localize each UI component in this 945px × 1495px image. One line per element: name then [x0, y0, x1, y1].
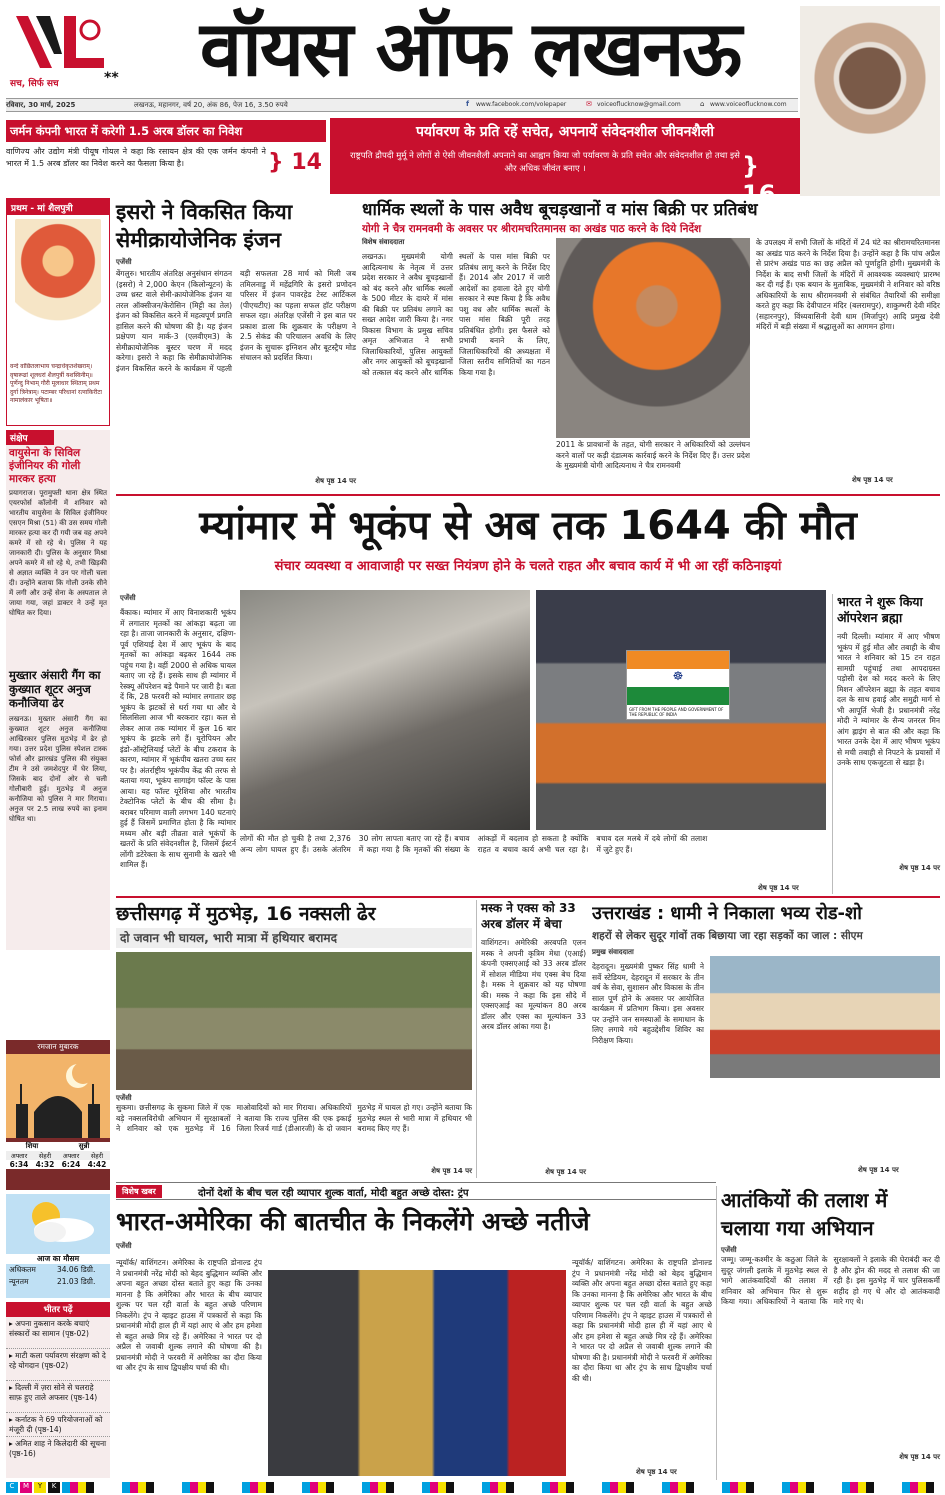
usindia-title: भारत-अमेरिका की बातचीत के निकलेंगे अच्छे नतीजे: [116, 1207, 590, 1236]
terror-article: [716, 1186, 940, 1480]
chhattisgarh-article: [116, 900, 472, 1178]
religious-title: धार्मिक स्थलों के पास अवैध बूचड़खानों व मांस बिक्री पर प्रतिबंध: [362, 200, 758, 220]
sehri-label-2: सेहरी: [90, 1152, 104, 1160]
weather-box: [6, 1194, 110, 1298]
iftar-label-1: अफ्तार: [10, 1152, 28, 1160]
chhattisgarh-title: छत्तीसगढ़ में मुठभेड़, 16 नक्सली ढेर: [116, 903, 376, 925]
brief-label: संक्षेप: [6, 430, 54, 445]
myanmar-title: म्यांमार में भूकंप से अब तक 1644 की मौत: [199, 503, 857, 549]
myanmar-caption: लोगों की मौत हो चुकी है तथा 2,376 अन्य लोग घायल हुए हैं। उसके अंतरिम 30 लोग लापता बताए जा रहे हैं। बचाव में कहा गया है कि मृतकों की संख्या के आंकड़ों में बदलाव हो सकता है क्योंकि राहत व बचाव कार्य अभी चल रहा है। बचाव दल मलबे में दबे लोगों की तलाश में जुटे हुए हैं।: [240, 834, 708, 854]
musk-text: वाशिंगटन। अमेरिकी अरबपति एलन मस्क ने अपनी कृत्रिम मेधा (एआई) कंपनी एक्सएआई को 33 अरब डॉलर में सोशल मीडिया मंच एक्स बेच दिया है। मस्क ने शुक्रवार को यह घोषणा की। मस्क ने कहा कि इस सौदे में एक्सएआई का मूल्यांकन 80 अरब डॉलर और एक्स का मूल्यांकन 33 अरब डॉलर आंका गया है।: [481, 938, 586, 1031]
email-icon: ✉: [586, 100, 592, 108]
weather-max-label: अधिकतम: [9, 1265, 36, 1274]
sun-cloud-icon: [6, 1194, 110, 1250]
cmyk-black: K: [48, 1482, 60, 1493]
weather-min-row: [6, 1276, 110, 1288]
brahma-title: भारत ने शुरू किया ऑपरेशन ब्रह्मा: [837, 594, 923, 625]
uttarakhand-title: उत्तराखंड : धामी ने निकाला भव्य रोड-शो: [592, 903, 862, 924]
usindia-text-2: न्यूयॉर्क/ वाशिंगटन। अमेरिका के राष्ट्रपति डोनाल्ड ट्रंप ने प्रधानमंत्री नरेंद्र मोदी को बेहद बुद्धिमान व्यक्ति और अपना बहुत अच्छा दोस्त बताते हुए कहा कि उनका मानना है कि अमेरिका और भारत के बीच व्यापार शुल्क पर चल रही वार्ता के बहुत अच्छे परिणाम निकलेंगे। ट्रंप ने व्हाइट हाउस में पत्रकारों से कहा कि प्रधानमंत्री मोदी हाल ही में यहां आए थे और हम हमेशा से बहुत अच्छे मित्र रहे हैं। अमेरिका ने भारत पर दो अप्रैल से जवाबी शुल्क लगाने की घोषणा की है। प्रधानमंत्री मोदी ने फरवरी में अमेरिका का दौरा किया था और ट्रंप के साथ द्विपक्षीय चर्चा की थी।: [572, 1258, 712, 1383]
tagline: सच, सिर्फ सच: [10, 79, 59, 89]
navratri-box: [6, 198, 110, 426]
inside-item-text: कर्नाटक ने 69 परियोजनाओं को मंजूरी दी (पृष्ठ-14): [9, 1415, 103, 1434]
relief-photo: [536, 590, 826, 830]
usindia-more[interactable]: शेष पृष्ठ 14 पर: [636, 1468, 677, 1476]
uttarakhand-text: देहरादून। मुख्यमंत्री पुष्कर सिंह धामी ने सर्वे स्टेडियम, देहरादून में सरकार के तीन वर्ष के सेवा, सुशासन और विकास के तीन साल पूर्ण होने के अवसर पर आयोजित कार्यक्रम में प्रतिभाग किया। इस अवसर पर उन्होंने जन समस्याओं के समाधान के लिए लगाये गये बहुउद्देशीय शिविर का निरीक्षण किया।: [592, 962, 704, 1045]
uttarakhand-subtitle: शहरों से लेकर सुदूर गांवों तक बिछाया जा रहा सड़कों का जाल : सीएम: [592, 930, 863, 942]
inside-item[interactable]: ▸ कर्नाटक ने 69 परियोजनाओं को मंजूरी दी (पृष्ठ-14): [6, 1413, 110, 1437]
religious-caption: 2011 के प्रावधानों के तहत, योगी सरकार ने अधिकारियों को उल्लंघन करने वालों पर कड़ी दंडात्मक कार्रवाई करने के निर्देश दिए हैं। उत्तर प्रदेश के मुख्यमंत्री योगी आदित्यनाथ ने चैत्र रामनवमी: [556, 440, 750, 470]
isro-more[interactable]: शेष पृष्ठ 14 पर: [315, 477, 356, 485]
ramzan-label: रमजान मुबारक: [37, 1042, 79, 1051]
isro-text: बेंगलुरु। भारतीय अंतरिक्ष अनुसंधान संगठन (इसरो) ने 2,000 केएन (किलोन्यूटन) के उच्च थ्रस्ट वाले सेमी-क्रायोजेनिक इंजन या तरल ऑक्सीजन/केरोसिन (मिट्टी का तेल) इंजन को विकसित करने में महत्वपूर्ण प्रगति हासिल करने की घोषणा की है। यह इंजन प्रक्षेपण यान मार्क-3 (एलवीएम3) के सेमीक्रायोजेनिक बूस्टर चरण में मदद करेगा। इसरो ने कहा कि सेमीक्रायोजेनिक इंजन विकसित करने के कार्यक्रम में पहली बड़ी सफलता 28 मार्च को मिली जब तमिलनाडु में महेंद्रगिरि के इसरो प्रणोदन परिसर में इंजन पावरहेड टेस्ट आर्टिकल (पीएचटीए) का पहला सफल हॉट परीक्षण सफल रहा। अंतरिक्ष एजेंसी ने इस बात पर प्रकाश डाला कि शुक्रवार के परीक्षण ने 2.5 सेकंड की परिचालन अवधि के लिए इंजन के सुचारू इग्निशन और बूटस्ट्रैप मोड संचालन को प्रदर्शित किया।: [116, 269, 356, 373]
brief-heading-1: वायुसेना के सिविल इंजीनियर की गोली मारकर हत्या: [9, 447, 81, 485]
isro-title-2: सेमीक्रायोजेनिक इंजन: [116, 228, 282, 252]
mosque-icon: [6, 1054, 110, 1138]
facebook-icon: f: [466, 100, 470, 108]
topright-title: पर्यावरण के प्रति रहें सचेत, अपनायें संवेदनशील जीवनशैली: [415, 124, 715, 140]
encounter-photo: [116, 952, 472, 1090]
musk-article: [476, 900, 586, 1178]
myanmar-subtitle: संचार व्यवस्था व आवाजाही पर सख्त नियंत्रण होने के चलते राहत और बचाव कार्य में भी आ रहीं कठिनाइयां: [274, 559, 782, 574]
terror-agency: एजेंसी: [721, 1246, 737, 1254]
usindia-article: [116, 1204, 712, 1480]
myanmar-agency: एजेंसी: [120, 594, 136, 602]
inside-item[interactable]: ▸ माटी कला पर्यावरण संरक्षण को दे रहे योगदान (पृष्ठ-02): [6, 1349, 110, 1381]
inside-item-text: अमित शाह ने किलेदारी की सूचना (पृष्ठ-16): [9, 1439, 107, 1458]
topleft-page: } 14: [268, 150, 322, 175]
inside-box: [6, 1302, 110, 1478]
isro-agency: एजेंसी: [116, 258, 132, 266]
roadshow-photo: [710, 956, 940, 1078]
brahma-more[interactable]: शेष पृष्ठ 14 पर: [899, 864, 940, 872]
inside-item[interactable]: ▸ अपना नुकसान करके बचाएं संस्कारों का सामान (पृष्ठ-02): [6, 1317, 110, 1349]
dateline: रविवार, 30 मार्च, 2025: [6, 101, 76, 109]
iftar-label-2: अफ्तार: [62, 1152, 80, 1160]
sehri-label-1: सेहरी: [38, 1152, 52, 1160]
terror-more[interactable]: शेष पृष्ठ 14 पर: [899, 1453, 940, 1461]
religious-article: [362, 198, 940, 490]
chhattisgarh-more[interactable]: शेष पृष्ठ 14 पर: [431, 1167, 472, 1175]
cmyk-strip: [6, 1482, 940, 1493]
religious-subtitle: योगी ने चैत्र रामनवमी के अवसर पर श्रीरामचरितमानस का अखंड पाठ करने के दिये निर्देश: [362, 223, 702, 235]
shia-sehri-time: 4:32: [35, 1160, 55, 1169]
topleft-text: वाणिज्य और उद्योग मंत्री पीयूष गोयल ने कहा कि रसायन क्षेत्र की एक जर्मन कंपनी ने भारत में 1.5 अरब डॉलर का निवेश करने का फैसला किया है।: [6, 147, 266, 168]
brief-heading-2: मुख्तार अंसारी गैंग का कुख्यात शूटर अनुज कनौजिया ढेर: [9, 668, 101, 710]
brief-text-2: लखनऊ। मुख्तार अंसारी गैंग का कुख्यात शूटर अनुज कनौजिया आखिरकार पुलिस मुठभेड़ में ढेर हो गया। उत्तर प्रदेश पुलिस स्पेशल टास्क फोर्स और झारखंड पुलिस की संयुक्त टीम ने उसे जमशेदपुर में घेर लिया, जिसके बाद दोनों ओर से चली गोलीबारी हुई। मुठभेड़ में अनुज कनौजिया को पुलिस ने मार गिराया। अनुज पर 2.5 लाख रुपये का इनाम घोषित था।: [9, 715, 107, 823]
cmyk-yellow: Y: [34, 1482, 46, 1493]
navratri-label: प्रथम - मां शैलपुत्री: [7, 199, 109, 215]
sunni-iftar-time: 6:24: [61, 1160, 81, 1169]
divider: [116, 494, 940, 496]
facebook-link[interactable]: www.facebook.com/volepaper: [476, 101, 567, 108]
chhattisgarh-agency: एजेंसी: [116, 1094, 132, 1102]
topright-page: } 16: [742, 152, 776, 208]
ticker: [116, 1182, 716, 1200]
email-link[interactable]: voiceoflucknow@gmail.com: [597, 101, 681, 108]
religious-agency: विशेष संवाददाता: [362, 238, 405, 246]
topleft-page-number: 14: [291, 150, 322, 175]
cmyk-cyan: C: [6, 1482, 18, 1493]
divider: [116, 896, 940, 898]
color-bar: [62, 1482, 940, 1493]
yogi-photo: [556, 238, 750, 438]
weather-min-label: न्यूनतम: [9, 1277, 29, 1286]
religious-text: लखनऊ। मुख्यमंत्री योगी आदित्यनाथ के नेतृत्व में उत्तर प्रदेश सरकार ने अवैध बूचड़खानों को बंद करने और धार्मिक स्थलों के 500 मीटर के दायरे में मांस की बिक्री पर प्रतिबंध लगाने का सख्त आदेश जारी किया है। नगर विकास विभाग के प्रमुख सचिव अमृत अभिजात ने सभी जिलाधिकारियों, पुलिस आयुक्तों और नगर आयुक्तों को बूचड़खानों को तत्काल बंद करने और धार्मिक स्थलों के पास मांस बिक्री पर प्रतिबंध लागू करने के निर्देश दिए हैं। 2014 और 2017 में जारी आदेशों का हवाला देते हुए योगी सरकार ने स्पष्ट किया है कि अवैध पशु वध और धार्मिक स्थलों के पास मांस बिक्री पूरी तरह प्रतिबंधित होगी। इस फैसले को प्रभावी बनाने के लिए, जिलाधिकारियों की अध्यक्षता में जिला स्तरीय समितियों का गठन किया गया है।: [362, 252, 550, 377]
ramzan-table-sub: [6, 1151, 110, 1160]
goddess-image: [15, 219, 101, 359]
ramzan-times: [6, 1160, 110, 1169]
logo: [6, 8, 118, 88]
inside-item[interactable]: ▸ अमित शाह ने किलेदारी की सूचना (पृष्ठ-16): [9, 1439, 107, 1458]
topright-page-number: 16: [742, 180, 776, 208]
sunni-sehri-time: 4:42: [87, 1160, 107, 1169]
musk-more[interactable]: शेष पृष्ठ 14 पर: [545, 1168, 586, 1176]
chhattisgarh-subtitle: दो जवान भी घायल, भारी मात्रा में हथियार बरामद: [116, 928, 472, 948]
ramzan-table-head: [6, 1142, 110, 1151]
info-bar: [6, 98, 798, 112]
navratri-text: वन्दे वांछितलाभाय चन्द्रार्धकृतशेखराम्। वृषारूढां शूलधरां शैलपुत्रीं यशस्विनीम्॥ पूर्णेन्दु निभाम् गौरी मूलाधार स्थिताम् प्रथम दुर्गा त्रिनेत्राम्। पटाम्बर परिधानां रत्नाकिरीटा नामालंकार भूषिता॥: [10, 363, 102, 404]
terror-text: जम्मू। जम्मू-कश्मीर के कठुआ जिले के सुदूर जंगली इलाके में मुठभेड़ स्थल से भागे आतंकवादियों की तलाश में शनिवार को अभियान फिर से शुरू किया गया। अधिकारियों ने बताया कि सुरक्षाबलों ने इलाके की घेराबंदी कर दी है और ड्रोन की मदद से तलाश की जा रही है। इस मुठभेड़ में चार पुलिसकर्मी शहीद हो गए थे और दो आतंकवादी मारे गए थे।: [721, 1255, 940, 1306]
modi-trump-photo: [268, 1270, 566, 1476]
newspaper-title: वॉयस ऑफ लखनऊ: [199, 4, 741, 93]
stars: **: [104, 70, 119, 86]
masthead-photo: [800, 6, 940, 196]
uttarakhand-more[interactable]: शेष पृष्ठ 14 पर: [858, 1166, 899, 1174]
myanmar-text: बैंकाक। म्यांमार में आए विनाशकारी भूकंप में लगातार मृतकों का आंकड़ा बढ़ता जा रहा है। ताजा जानकारी के अनुसार, दक्षिण-पूर्व एशियाई देश में आए भूकंप के बाद मृतकों का आंकड़ा बढ़कर 1644 तक पहुंच गया है। वहीं 2000 से अधिक घायल बताए जा रहे हैं। इसके साथ ही म्यांमार में रेस्क्यू ऑपरेशन बड़े पैमाने पर जारी है। बता दें कि, 28 फरवरी को म्यांमार लगातार छह भूकंप के झटकों से थर्रा गया था और ये सिलसिला आज भी बरकरार रहा। कल से लेकर आज तक म्यांमार में कुल 16 बार भूकंप के झटके लगे हैं। यूरोपियन और इंडो-ऑस्ट्रेलियाई प्लेटों के बीच टकराव के कारण, म्यांमार में भूकंपीय खतरा उच्च स्तर पर है। अंतर्राष्ट्रीय भूकंपीय केंद्र की तरफ से बताया गया, भूकंप सागाइंग फॉल्ट के पास आया। यह फॉल्ट यूरेशिया और भारतीय टेक्टोनिक प्लेटों के बीच की सीमा है। बराबर परिमाण वाली लगभग 140 घटनाएं हुई हैं जिसमें प्रमाणित होता है कि म्यांमार मध्यम और बड़ी तीव्रता वाले भूकंपों के खतरों के प्रति संवेदनशील है, जिसमें ईस्टर्न लोंगी डटेरेक्ता के साथ सुनामी के खतरे भी शामिल हैं।: [120, 608, 236, 869]
brief-box: [6, 430, 110, 950]
inside-item[interactable]: ▸ दिल्ली में ज़रा सोने से चलराहे साफ़ हुए ताले अफसर (पृष्ठ-14): [6, 1381, 110, 1413]
myanmar-more[interactable]: शेष पृष्ठ 14 पर: [758, 884, 799, 892]
cmyk-magenta: M: [20, 1482, 32, 1493]
website-link[interactable]: www.voiceoflucknow.com: [710, 101, 787, 108]
logo-mark-icon: [6, 8, 118, 78]
topright-text: राष्ट्रपति द्रौपदी मुर्मू ने लोगों से ऐसी जीवनशैली अपनाने का आह्वान किया जो पर्यावरण के प्रति सचेत और संवेदनशील हो तथा इसे और अधिक जीवंत बनाए ।: [350, 151, 740, 174]
editionline: लखनऊ, महानगर, वर्ष 20, अंक 86, पेज 16, 3.50 रुपये: [134, 101, 288, 109]
indian-flag-banner: ☸ GIFT FROM THE PEOPLE AND GOVERNMENT OF THE REPUBLIC OF INDIA: [626, 650, 730, 720]
web-icon: ⌂: [700, 100, 705, 108]
brahma-text: नयी दिल्ली। म्यांमार में आए भीषण भूकंप में हुई मौत और तबाही के बीच भारत ने शनिवार को 15 टन राहत सामग्री पहुंचाई तथा आपदाग्रस्त पड़ोसी देश को मदद करने के लिए मिशन ऑपरेशन ब्रह्मा के तहत बचाव दल के साथ हवाई और समुद्री मार्ग से भी आपूर्ति भेजी है। प्रधानमंत्री नरेंद्र मोदी ने म्यांमार के सैन्य जनरल मिन आंग ह्लाइंग से बात की और कहा कि भारत उनके देश में आए भीषण भूकंप से मची तबाही से निपटने के प्रयासों में उनके साथ एकजुटता से खड़ा है।: [837, 632, 940, 767]
weather-max-value: 34.06 डिग्री.: [57, 1265, 96, 1274]
chhattisgarh-text: सुकमा। छत्तीसगढ़ के सुकमा जिले में एक बड़े नक्सलविरोधी अभियान में सुरक्षाबलों ने शनिवार को एक मुठभेड़ में 16 माओवादियों को मार गिराया। अधिकारियों ने बताया कि राज्य पुलिस की एक इकाई जिला रिजर्व गार्ड (डीआरजी) के दो जवान मुठभेड़ में घायल हो गए। उन्होंने बताया कि मुठभेड़ स्थल से भारी मात्रा में हथियार भी बरामद किए गए हैं।: [116, 1103, 472, 1133]
terror-title: आतंकियों की तलाश में चलाया गया अभियान: [721, 1188, 888, 1240]
weather-label: आज का मौसम: [6, 1254, 110, 1264]
shia-label: शिया: [25, 1142, 39, 1150]
isro-article: [116, 198, 356, 490]
inside-item-text: माटी कला पर्यावरण संरक्षण को दे रहे योगदान (पृष्ठ-02): [9, 1351, 106, 1370]
ramzan-box: [6, 1040, 110, 1190]
sunni-label: सुन्नी: [78, 1142, 90, 1150]
rubble-photo: [240, 590, 530, 830]
ticker-label: विशेष खबर: [116, 1185, 162, 1198]
brahma-article: [832, 594, 940, 894]
topleft-title: जर्मन कंपनी भारत में करेगी 1.5 अरब डॉलर का निवेश: [6, 120, 326, 142]
weather-min-value: 21.03 डिग्री.: [57, 1277, 96, 1286]
uttarakhand-article: [592, 900, 940, 1178]
musk-title: मस्क ने एक्स को 33 अरब डॉलर में बेचा: [481, 901, 576, 931]
religious-text-2: के उपलक्ष्य में सभी जिलों के मंदिरों में 24 घंटे का श्रीरामचरितमानस का अखंड पाठ करने के निर्देश दिया है। उन्होंने कहा है कि पांच अप्रैल से प्रारंभ अखंड पाठ का छह अप्रैल को पूर्णाहुति होगी। मुख्यमंत्री के निर्देश के बाद सभी जिलों के मंदिरों में आवश्यक व्यवस्थाएं प्रारम्भ कर दी गई हैं। एक बयान के मुताबिक, मुख्यमंत्री ने शनिवार को वरिष्ठ अधिकारियों के साथ श्रीरामनवमी से संबंधित तैयारियों की समीक्षा करते हुए कहा कि देवीपाटन मंदिर (बलरामपुर), शाकुम्भरी देवी मंदिर (सहारनपुर), विंध्यवासिनी देवी धाम (मिर्जापुर) आदि प्रमुख देवी मंदिरों में बड़ी संख्या में श्रद्धालुओं का आगमन होगा।: [756, 238, 940, 331]
ticker-text: दोनों देशों के बीच चल रही व्यापार शुल्क वार्ता, मोदी बहुत अच्छे दोस्त: ट्रंप: [198, 1188, 469, 1199]
isro-title-1: इसरो ने विकसित किया: [116, 200, 293, 224]
shia-iftar-time: 6:34: [9, 1160, 29, 1169]
usindia-text: न्यूयॉर्क/ वाशिंगटन। अमेरिका के राष्ट्रपति डोनाल्ड ट्रंप ने प्रधानमंत्री नरेंद्र मोदी को बेहद बुद्धिमान व्यक्ति और अपना बहुत अच्छा दोस्त बताते हुए कहा कि उनका मानना है कि अमेरिका और भारत के बीच व्यापार शुल्क पर चल रही वार्ता के बहुत अच्छे परिणाम निकलेंगे। ट्रंप ने व्हाइट हाउस में पत्रकारों से कहा कि प्रधानमंत्री मोदी हाल ही में यहां आए थे और हम हमेशा से बहुत अच्छे मित्र रहे हैं। अमेरिका ने भारत पर दो अप्रैल से जवाबी शुल्क लगाने की घोषणा की है। प्रधानमंत्री मोदी ने फरवरी में अमेरिका का दौरा किया था और ट्रंप के साथ द्विपक्षीय चर्चा की थी।: [116, 1258, 262, 1372]
brief-text-1: प्रयागराज। पूरामुफ्ती थाना क्षेत्र स्थित एयरफोर्स कॉलोनी में शनिवार को भारतीय वायुसेना के सिविल इंजीनियर एसएन मिश्रा (51) की उस समय गोली मारकर हत्या कर दी गयी जब वह अपने कमरे में सो रहे थे। पुलिस ने यह जानकारी दी। पुलिस के अनुसार मिश्रा अपने कमरे में सो रहे थे, तभी खिड़की से अज्ञात व्यक्ति ने उन पर गोली चला दी। उन्होंने बताया कि गोली उनके सीने में लगी और उन्हें सेना के अस्पताल ले जाया गया, जहां डाक्टर ने उन्हें मृत घोषित कर दिया।: [9, 489, 107, 617]
religious-more[interactable]: शेष पृष्ठ 14 पर: [852, 476, 893, 484]
topright-teaser: [330, 118, 800, 208]
inside-item-text: अपना नुकसान करके बचाएं संस्कारों का सामान (पृष्ठ-02): [9, 1319, 90, 1338]
inside-item-text: दिल्ली में ज़रा सोने से चलराहे साफ़ हुए ताले अफसर (पृष्ठ-14): [9, 1383, 98, 1402]
uttarakhand-agency: प्रमुख संवाददाता: [592, 948, 634, 956]
inside-label: भीतर पढ़ें: [6, 1302, 110, 1317]
weather-max-row: [6, 1264, 110, 1276]
topleft-teaser: [6, 120, 326, 194]
flag-caption: GIFT FROM THE PEOPLE AND GOVERNMENT OF THE REPUBLIC OF INDIA: [629, 707, 729, 717]
usindia-agency: एजेंसी: [116, 1242, 132, 1250]
